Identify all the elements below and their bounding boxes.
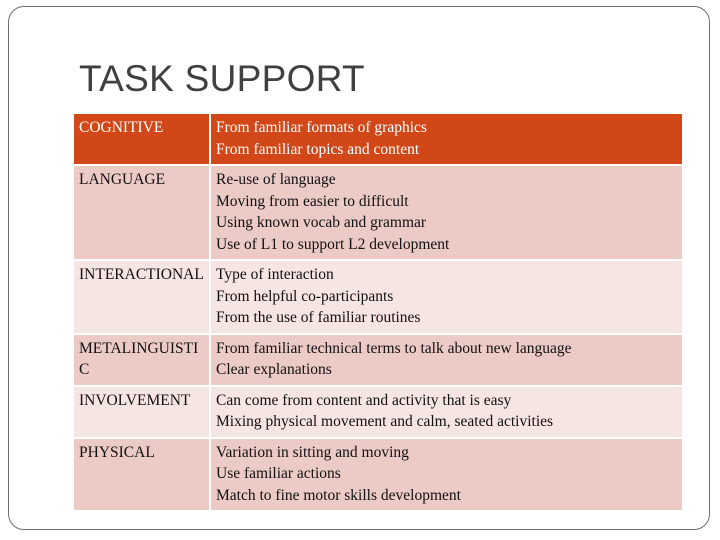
category-cell: LANGUAGE (74, 166, 211, 261)
item-text: Use of L1 to support L2 development (216, 235, 450, 253)
table-row-interactional (74, 261, 682, 335)
item-text: Mixing physical movement and calm, seated activities (216, 413, 554, 430)
items-cell (211, 166, 682, 261)
items-cell (211, 387, 682, 439)
item-text: From helpful co-participants (216, 287, 394, 305)
items-cell (211, 261, 682, 335)
items-cell (211, 114, 682, 166)
table-row-metalinguistic (74, 335, 682, 387)
category-cell: INTERACTIONAL (74, 261, 211, 335)
item-text: Moving from easier to difficult (216, 192, 409, 210)
item-text: Re-use of language (216, 171, 336, 188)
item-text: From the use of familiar routines (216, 309, 421, 326)
category-cell: INVOLVEMENT (74, 387, 211, 439)
table-row-involvement (74, 387, 682, 439)
item-text: From familiar formats of graphics (216, 119, 427, 136)
category-cell: COGNITIVE (74, 114, 211, 166)
table-row-cognitive (74, 114, 682, 166)
item-text: From familiar technical terms to talk about new language (216, 339, 572, 357)
item-text: Match to fine motor skills development (216, 486, 461, 504)
item-text: Clear explanations (216, 361, 332, 378)
item-text: Type of interaction (216, 266, 334, 283)
category-cell: PHYSICAL (74, 439, 211, 513)
item-text: Use familiar actions (216, 465, 341, 482)
table-row-language (74, 166, 682, 261)
item-text: Using known vocab and grammar (216, 214, 427, 231)
item-text: Can come from content and activity that is easy (216, 391, 512, 409)
item-text: From familiar topics and content (216, 140, 420, 158)
item-text: Variation in sitting and moving (216, 443, 409, 461)
items-cell (211, 335, 682, 387)
items-cell (211, 439, 682, 513)
category-cell: METALINGUISTIC (74, 335, 211, 387)
task-support-table (74, 114, 682, 512)
table-row-physical (74, 439, 682, 513)
slide-title: TASK SUPPORT (79, 58, 365, 99)
